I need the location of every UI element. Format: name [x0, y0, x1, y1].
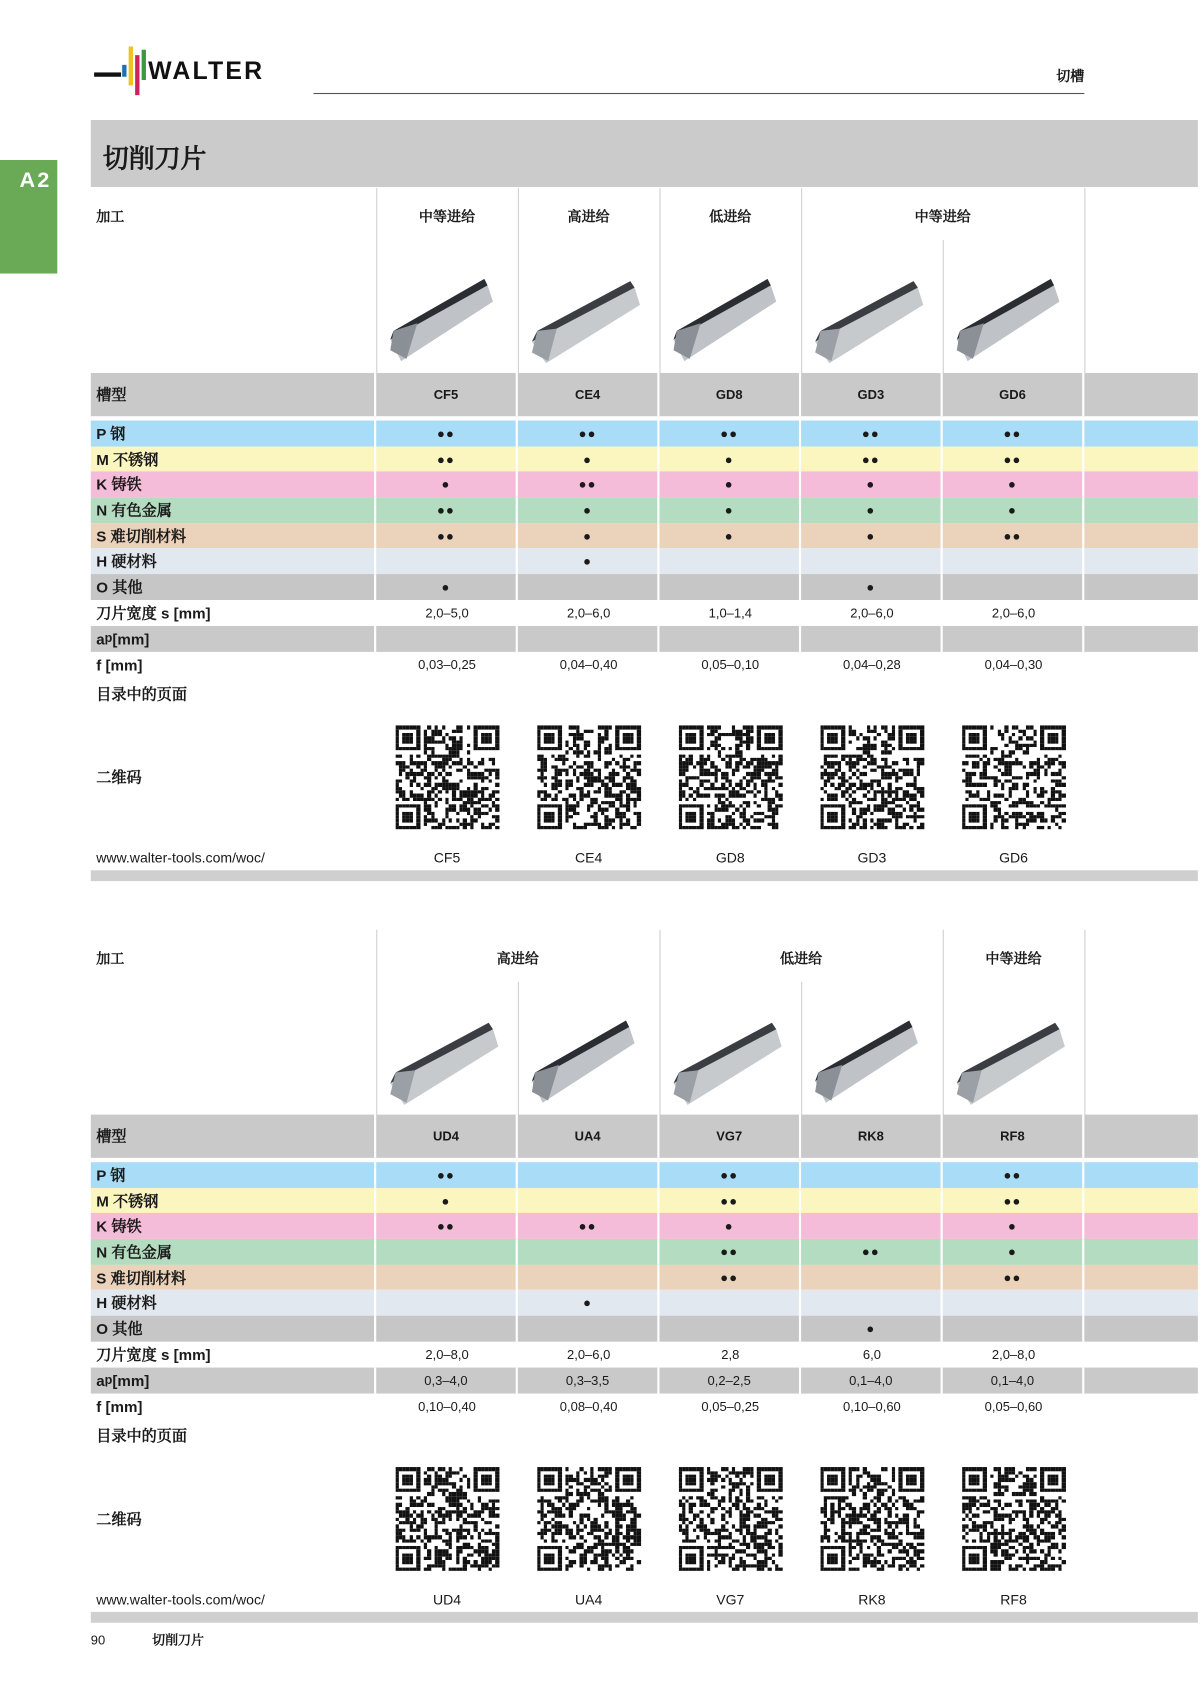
- groove-row: [91, 1115, 1198, 1158]
- row-filler: [1084, 710, 1200, 845]
- material-row-M: [91, 1188, 1198, 1214]
- column-divider: [376, 188, 377, 373]
- column-divider: [801, 188, 802, 373]
- material-row-H-cell: [376, 1290, 518, 1316]
- material-row-K-cell: ●: [659, 472, 801, 498]
- row-filler: [1084, 1239, 1200, 1265]
- header-rule: [314, 93, 1085, 94]
- groove-row-cell: CF5: [376, 373, 518, 416]
- qr-code[interactable]: [820, 726, 924, 830]
- catalog-page-row-cell: [659, 678, 801, 710]
- qr-code[interactable]: [537, 1467, 641, 1571]
- qr-row: [91, 710, 1198, 845]
- material-row-M-cell: ●●: [659, 1188, 801, 1214]
- table-end-bar: [91, 870, 1198, 881]
- feed-row-cell: 0,08–0,40: [559, 1398, 618, 1414]
- insert-image: [810, 1016, 934, 1113]
- insert-image: [668, 1016, 792, 1113]
- walter-logo: [94, 43, 294, 97]
- qr-code[interactable]: [820, 1467, 924, 1571]
- ap-unit: [mm]: [112, 1371, 150, 1390]
- insert-image: [526, 1016, 650, 1113]
- material-row-P-cell: ●●: [943, 1162, 1085, 1188]
- material-row-S-cell: ●●: [943, 1265, 1085, 1291]
- row-filler: [1084, 523, 1200, 549]
- qr-code[interactable]: [678, 726, 782, 830]
- qr-code[interactable]: [395, 1467, 499, 1571]
- ap-subscript: p: [104, 631, 113, 646]
- qr-code[interactable]: [395, 726, 499, 830]
- material-row-N-cell: ●●: [659, 1239, 801, 1265]
- page-number: 90: [90, 1632, 106, 1648]
- page-footer: [91, 1630, 247, 1648]
- qr-row-cell: [943, 710, 1085, 845]
- material-row-P-cell: ●●: [659, 421, 801, 447]
- qr-row-cell: [659, 1452, 801, 1587]
- row-filler: [1084, 1115, 1200, 1158]
- ap-row-cell: 0,1–4,0: [943, 1367, 1085, 1393]
- material-row-N-cell: ●●: [801, 1239, 943, 1265]
- catalog-page-row-cell: [518, 678, 660, 710]
- machining-label: 加工: [96, 208, 125, 225]
- material-row-O-cell: ●: [801, 1316, 943, 1342]
- material-row-O-cell: [518, 574, 660, 600]
- material-row-P-cell: [518, 1162, 660, 1188]
- catalog-page-row-cell: [376, 678, 518, 710]
- material-row-P-cell: ●●: [801, 421, 943, 447]
- row-label: www.walter-tools.com/woc/: [96, 849, 265, 866]
- material-row-O-cell: ●: [376, 574, 518, 600]
- url-row-cell[interactable]: GD8: [715, 849, 745, 866]
- feed-row-cell: 0,04–0,40: [559, 657, 618, 673]
- groove-row-cell: VG7: [659, 1115, 801, 1158]
- svg-text:WALTER: WALTER: [148, 56, 265, 85]
- row-label: H 硬材料: [91, 1290, 376, 1316]
- catalog-page-row-cell: [518, 1419, 660, 1451]
- row-label: f [mm]: [96, 1397, 143, 1415]
- width-row: [91, 600, 1198, 626]
- row-filler: [1084, 1367, 1200, 1393]
- section-label: 切槽: [1056, 68, 1085, 85]
- row-label: 二维码: [96, 1510, 142, 1528]
- groove-row-cell: GD6: [943, 373, 1085, 416]
- material-row-K-cell: ●: [659, 1213, 801, 1239]
- row-filler: [1084, 1162, 1200, 1188]
- material-row-N-cell: [518, 1239, 660, 1265]
- insert-image: [385, 275, 509, 372]
- material-row-P: [91, 1162, 1198, 1188]
- row-label: S 难切削材料: [91, 1265, 376, 1291]
- chapter-tab[interactable]: A2: [0, 160, 57, 274]
- insert-image: [951, 1016, 1075, 1113]
- ap-row: [91, 1367, 1198, 1393]
- groove-row-cell: CE4: [518, 373, 660, 416]
- url-row-cell[interactable]: RF8: [1000, 1591, 1027, 1608]
- material-row-M-cell: ●●: [801, 446, 943, 472]
- row-filler: [1084, 600, 1200, 626]
- width-row-cell: 2,0–6,0: [567, 1346, 611, 1362]
- material-row-S: [91, 1265, 1198, 1291]
- row-label: K 铸铁: [91, 1213, 376, 1239]
- row-filler: [1084, 497, 1200, 523]
- qr-code[interactable]: [962, 726, 1066, 830]
- feed-row: [91, 1393, 1198, 1419]
- material-row-M-cell: ●●: [943, 1188, 1085, 1214]
- row-filler: [1084, 652, 1200, 678]
- groove-row-cell: UD4: [376, 1115, 518, 1158]
- material-row-P-cell: ●●: [659, 1162, 801, 1188]
- column-divider: [1084, 930, 1085, 1115]
- catalog-page-row-cell: [659, 1419, 801, 1451]
- column-divider: [1084, 188, 1085, 373]
- ap-row-cell: [801, 626, 943, 652]
- material-row-S-cell: ●●: [376, 523, 518, 549]
- width-row-cell: 2,0–5,0: [425, 605, 469, 621]
- table-head: [91, 930, 1198, 1115]
- row-label: 槽型: [91, 373, 376, 416]
- feed-row-cell: 0,03–0,25: [418, 657, 476, 673]
- material-row-M-cell: [518, 1188, 660, 1214]
- material-row-S-cell: ●: [518, 523, 660, 549]
- url-row-cell[interactable]: GD6: [999, 849, 1028, 866]
- groove-row: [91, 373, 1198, 416]
- feed-group-label: 高进给: [567, 208, 610, 225]
- width-row-cell: 2,8: [721, 1346, 740, 1362]
- material-row-M-cell: ●: [518, 446, 660, 472]
- insert-table-1: [91, 188, 1198, 881]
- table-end-bar: [91, 1612, 1198, 1623]
- qr-code[interactable]: [678, 1467, 782, 1571]
- qr-code[interactable]: [537, 726, 641, 830]
- qr-row: [91, 1452, 1198, 1587]
- qr-code[interactable]: [962, 1467, 1066, 1571]
- row-filler: [1084, 1188, 1200, 1214]
- material-row-H-cell: [943, 549, 1085, 575]
- material-row-K: [91, 472, 1198, 498]
- material-row-N-cell: ●●: [376, 497, 518, 523]
- url-row-cell[interactable]: UA4: [574, 1591, 603, 1608]
- groove-row-cell: RF8: [943, 1115, 1085, 1158]
- feed-row-cell: 0,04–0,28: [843, 657, 901, 673]
- feed-group-label: 中等进给: [418, 208, 476, 225]
- material-row-K: [91, 1213, 1198, 1239]
- row-label: 目录中的页面: [96, 685, 188, 703]
- material-row-H-cell: [376, 549, 518, 575]
- material-row-O-cell: [943, 1316, 1085, 1342]
- material-row-O-cell: [659, 574, 801, 600]
- row-label: 槽型: [91, 1115, 376, 1158]
- groove-row-cell: GD3: [801, 373, 943, 416]
- material-row-O: [91, 1316, 1198, 1342]
- row-filler: [1084, 1316, 1200, 1342]
- width-row: [91, 1341, 1198, 1367]
- column-divider: [518, 982, 519, 1115]
- row-label: N 有色金属: [91, 1239, 376, 1265]
- ap-symbol: a: [96, 1371, 105, 1390]
- insert-image: [385, 1016, 509, 1113]
- row-label: M 不锈钢: [91, 446, 376, 472]
- feed-row-cell: 0,10–0,60: [843, 1398, 901, 1414]
- material-row-H-cell: [659, 1290, 801, 1316]
- url-row-cell[interactable]: CE4: [574, 849, 603, 866]
- row-filler: [1084, 845, 1200, 870]
- width-row-cell: 6,0: [862, 1346, 881, 1362]
- row-filler: [1084, 1587, 1200, 1612]
- material-row-N: [91, 1239, 1198, 1265]
- qr-row-cell: [518, 710, 660, 845]
- page-title: 切削刀片: [91, 120, 1198, 187]
- material-row-K-cell: ●●: [518, 1213, 660, 1239]
- feed-group-label: 中等进给: [914, 208, 971, 225]
- footer-title: 切削刀片: [152, 1632, 205, 1648]
- feed-row-cell: 0,10–0,40: [418, 1398, 476, 1414]
- row-filler: [1084, 626, 1200, 652]
- row-label: M 不锈钢: [91, 1188, 376, 1214]
- row-label: [91, 1367, 376, 1393]
- catalog-page-row: [91, 678, 1198, 710]
- material-row-H-cell: [943, 1290, 1085, 1316]
- row-filler: [1084, 1290, 1200, 1316]
- material-row-K-cell: ●: [801, 472, 943, 498]
- url-row-cell[interactable]: GD3: [857, 849, 887, 866]
- qr-row-cell: [376, 710, 518, 845]
- row-label: K 铸铁: [91, 472, 376, 498]
- row-filler: [1084, 421, 1200, 447]
- row-filler: [1084, 1213, 1200, 1239]
- material-row-H-cell: [659, 549, 801, 575]
- material-row-N-cell: ●: [943, 497, 1085, 523]
- material-row-P-cell: [801, 1162, 943, 1188]
- feed-group-label: 低进给: [779, 950, 823, 967]
- material-row-P: [91, 421, 1198, 447]
- material-row-H-cell: [801, 549, 943, 575]
- feed-row: [91, 652, 1198, 678]
- material-row-K-cell: ●: [943, 472, 1085, 498]
- row-filler: [1084, 1419, 1200, 1451]
- catalog-page-row-cell: [801, 1419, 943, 1451]
- machining-label: 加工: [96, 950, 125, 967]
- material-row-M-cell: [801, 1188, 943, 1214]
- groove-row-cell: UA4: [518, 1115, 660, 1158]
- material-row-P-cell: ●●: [518, 421, 660, 447]
- qr-row-cell: [943, 1452, 1085, 1587]
- row-label: 刀片宽度 s [mm]: [96, 1345, 211, 1364]
- qr-row-cell: [376, 1452, 518, 1587]
- row-label: 二维码: [96, 768, 142, 787]
- material-row-K-cell: ●: [943, 1213, 1085, 1239]
- material-row-S-cell: ●●: [943, 523, 1085, 549]
- groove-row-cell: RK8: [801, 1115, 943, 1158]
- column-divider: [659, 188, 660, 373]
- column-divider: [659, 930, 660, 1115]
- feed-group-label: 低进给: [709, 208, 752, 225]
- row-label: www.walter-tools.com/woc/: [96, 1591, 265, 1608]
- qr-row-cell: [518, 1452, 660, 1587]
- material-row-H-cell: ●: [518, 549, 660, 575]
- row-label: N 有色金属: [91, 497, 376, 523]
- material-row-O-cell: ●: [801, 574, 943, 600]
- insert-table-2: [91, 930, 1198, 1623]
- material-row-S-cell: ●●: [659, 1265, 801, 1291]
- groove-row-cell: GD8: [659, 373, 801, 416]
- catalog-page-row-cell: [943, 678, 1085, 710]
- material-row-O: [91, 574, 1198, 600]
- material-row-P-cell: ●●: [376, 421, 518, 447]
- material-row-K-cell: [801, 1213, 943, 1239]
- row-label: H 硬材料: [91, 549, 376, 575]
- url-row: [91, 1587, 1198, 1612]
- material-row-M-cell: ●: [376, 1188, 518, 1214]
- ap-row-cell: [518, 626, 660, 652]
- width-row-cell: 2,0–8,0: [425, 1346, 469, 1362]
- feed-row-cell: 0,04–0,30: [984, 657, 1043, 673]
- row-label: 刀片宽度 s [mm]: [96, 604, 211, 622]
- material-row-K-cell: ●●: [376, 1213, 518, 1239]
- material-row-K-cell: ●: [376, 472, 518, 498]
- material-row-H: [91, 549, 1198, 575]
- feed-row-cell: 0,05–0,10: [701, 657, 760, 673]
- row-label: P 钢: [91, 421, 376, 447]
- width-row-cell: 2,0–8,0: [991, 1346, 1036, 1362]
- row-filler: [1084, 574, 1200, 600]
- row-filler: [1084, 373, 1200, 416]
- url-row-cell[interactable]: VG7: [716, 1591, 745, 1608]
- catalog-page-row-cell: [801, 678, 943, 710]
- feed-row-cell: 0,05–0,60: [984, 1398, 1043, 1414]
- material-row-M-cell: ●: [659, 446, 801, 472]
- row-filler: [1084, 678, 1200, 710]
- qr-row-cell: [659, 710, 801, 845]
- ap-unit: [mm]: [112, 630, 150, 648]
- row-filler: [1084, 1452, 1200, 1587]
- material-row-P-cell: ●●: [376, 1162, 518, 1188]
- row-label: f [mm]: [96, 656, 143, 674]
- column-divider: [943, 240, 944, 373]
- url-row-cell[interactable]: CF5: [433, 849, 461, 866]
- material-row-N-cell: ●: [801, 497, 943, 523]
- material-row-N-cell: ●: [943, 1239, 1085, 1265]
- table-head: [91, 188, 1198, 373]
- material-row-P-cell: ●●: [943, 421, 1085, 447]
- insert-image: [668, 275, 792, 372]
- ap-subscript: p: [104, 1373, 113, 1388]
- ap-symbol: a: [96, 630, 105, 648]
- ap-row-cell: 0,1–4,0: [801, 1367, 943, 1393]
- catalog-page-row-cell: [943, 1419, 1085, 1451]
- row-label: P 钢: [91, 1162, 376, 1188]
- feed-row-cell: 0,05–0,25: [701, 1398, 760, 1414]
- material-row-N-cell: ●: [659, 497, 801, 523]
- material-row-S-cell: [801, 1265, 943, 1291]
- material-row-O-cell: [659, 1316, 801, 1342]
- column-divider: [518, 188, 519, 373]
- catalog-page-row-cell: [376, 1419, 518, 1451]
- row-label: [91, 626, 376, 652]
- row-filler: [1084, 1341, 1200, 1367]
- material-row-O-cell: [376, 1316, 518, 1342]
- width-row-cell: 2,0–6,0: [850, 605, 894, 621]
- material-row-H-cell: [801, 1290, 943, 1316]
- material-row-N-cell: [376, 1239, 518, 1265]
- catalog-page-row: [91, 1419, 1198, 1451]
- url-row-cell[interactable]: UD4: [432, 1591, 462, 1608]
- row-label: O 其他: [91, 1316, 376, 1342]
- insert-image: [951, 275, 1075, 372]
- material-row-M-cell: ●●: [376, 446, 518, 472]
- material-row-S: [91, 523, 1198, 549]
- material-row-H: [91, 1290, 1198, 1316]
- material-row-O-cell: [943, 574, 1085, 600]
- ap-row-cell: 0,3–3,5: [518, 1367, 660, 1393]
- row-label: 目录中的页面: [96, 1426, 188, 1445]
- material-row-N: [91, 497, 1198, 523]
- ap-row-cell: [376, 626, 518, 652]
- insert-image: [810, 275, 934, 372]
- row-filler: [1084, 549, 1200, 575]
- row-label: O 其他: [91, 574, 376, 600]
- material-row-S-cell: ●: [801, 523, 943, 549]
- row-label: S 难切削材料: [91, 523, 376, 549]
- width-row-cell: 1,0–1,4: [708, 605, 752, 621]
- material-row-M-cell: ●●: [943, 446, 1085, 472]
- column-divider: [376, 930, 377, 1115]
- material-row-O-cell: [518, 1316, 660, 1342]
- material-row-N-cell: ●: [518, 497, 660, 523]
- ap-row: [91, 626, 1198, 652]
- insert-image: [526, 275, 650, 372]
- url-row-cell[interactable]: RK8: [858, 1591, 886, 1608]
- material-row-K-cell: ●●: [518, 472, 660, 498]
- material-row-M: [91, 446, 1198, 472]
- row-filler: [1084, 1265, 1200, 1291]
- ap-row-cell: [659, 626, 801, 652]
- ap-row-cell: 0,3–4,0: [376, 1367, 518, 1393]
- material-row-S-cell: [376, 1265, 518, 1291]
- row-filler: [1084, 446, 1200, 472]
- column-divider: [801, 982, 802, 1115]
- width-row-cell: 2,0–6,0: [567, 605, 611, 621]
- width-row-cell: 2,0–6,0: [991, 605, 1036, 621]
- qr-row-cell: [801, 1452, 943, 1587]
- column-divider: [943, 930, 944, 1115]
- ap-row-cell: 0,2–2,5: [659, 1367, 801, 1393]
- row-filler: [1084, 1393, 1200, 1419]
- url-row: [91, 845, 1198, 870]
- material-row-S-cell: [518, 1265, 660, 1291]
- material-row-H-cell: ●: [518, 1290, 660, 1316]
- material-row-S-cell: ●: [659, 523, 801, 549]
- ap-row-cell: [943, 626, 1085, 652]
- feed-group-label: 高进给: [496, 950, 539, 967]
- qr-row-cell: [801, 710, 943, 845]
- row-filler: [1084, 472, 1200, 498]
- feed-group-label: 中等进给: [985, 950, 1042, 967]
